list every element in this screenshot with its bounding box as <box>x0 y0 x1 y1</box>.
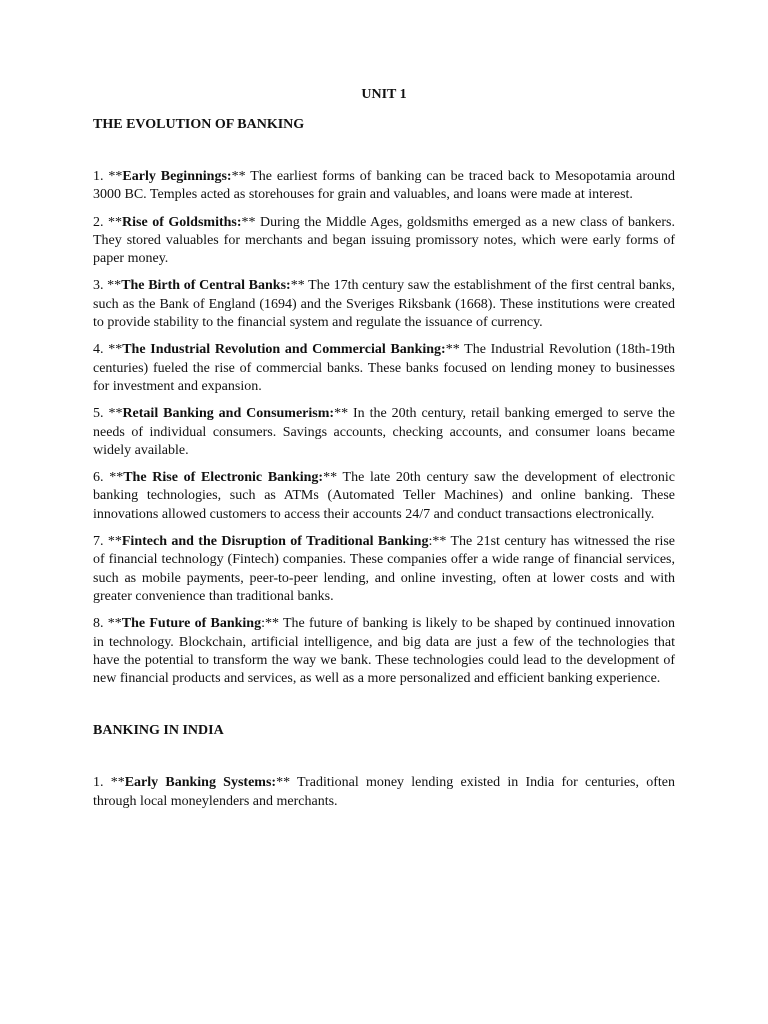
list-item <box>93 469 675 524</box>
item-body: In the 20th century, retail banking emerged to serve the needs of individual consumers. Savings accounts, checking accounts, and consumer loans became widely available. <box>93 406 675 458</box>
item-number: 7. <box>93 534 104 550</box>
unit-title: UNIT 1 <box>361 87 407 102</box>
item-suffix: ** <box>334 406 349 422</box>
evolution-list <box>93 168 675 688</box>
item-number: 6. <box>93 470 104 486</box>
item-body: The Industrial Revolution (18th-19th centuries) fueled the rise of commercial banks. These banks focused on lending money to businesses for investment and expansion. <box>93 342 676 394</box>
item-body: The future of banking is likely to be shaped by continued innovation in technology. Blockchain, artificial intelligence, and big data are just a few of the technologies that have the potential to transform the way we bank. These technologies could lead to the development of new financial products and services, as well as a more personalized and efficient banking experience. <box>93 616 676 687</box>
item-suffix: ** <box>276 775 291 791</box>
item-prefix: ** <box>103 616 122 632</box>
item-number: 4. <box>93 342 104 358</box>
item-suffix: :** <box>428 534 447 550</box>
list-item <box>93 214 675 269</box>
item-prefix: ** <box>103 278 122 294</box>
section-heading-india: BANKING IN INDIA <box>93 723 224 739</box>
item-number: 8. <box>93 616 104 632</box>
item-number: 1. <box>93 169 104 184</box>
item-title: Early Banking Systems: <box>124 775 277 791</box>
item-body: The late 20th century saw the development of electronic banking technologies, such as ATMs (Automated Teller Machines) and online banking. These innovations allowed customers to access their accounts 24/7 and conduct transactions electronically. <box>93 470 676 522</box>
item-suffix: ** <box>290 278 305 294</box>
document-page <box>93 86 675 820</box>
list-item <box>93 405 675 460</box>
list-item <box>93 168 675 205</box>
list-item <box>93 277 675 332</box>
list-item <box>93 533 675 606</box>
item-title: The Rise of Electronic Banking: <box>123 470 324 486</box>
item-body: During the Middle Ages, goldsmiths emerged as a new class of bankers. They stored valuables for merchants and began issuing promissory notes, which were early forms of paper money. <box>93 214 676 267</box>
item-title: Retail Banking and Consumerism: <box>122 406 335 422</box>
item-title: Fintech and the Disruption of Traditional Banking <box>121 534 429 550</box>
item-title: The Industrial Revolution and Commercial Banking: <box>122 342 446 358</box>
item-body: The 17th century saw the establishment of the first central banks, such as the Bank of England (1694) and the Sveriges Riksbank (1668). These institutions were created to provide stability to the financial system and regulate the issuance of currency. <box>93 278 675 331</box>
item-number: 5. <box>93 406 104 422</box>
item-body: The 21st century has witnessed the rise of financial technology (Fintech) companies. These companies offer a wide range of financial services, such as mobile payments, peer-to-peer lending, and online investing, often at lower costs and with greater convenience than traditional banks. <box>93 534 675 604</box>
item-body: The earliest forms of banking can be traced back to Mesopotamia around 3000 BC. Temples acted as storehouses for grain and valuables, and loans were made at interest. <box>93 169 675 203</box>
item-prefix: ** <box>103 470 124 486</box>
item-number: 3. <box>93 278 104 294</box>
item-prefix: ** <box>103 775 125 791</box>
item-title: The Birth of Central Banks: <box>121 278 291 294</box>
india-list <box>93 774 675 811</box>
item-prefix: ** <box>103 169 123 184</box>
list-item <box>93 774 675 811</box>
item-prefix: ** <box>103 342 123 358</box>
item-number: 1. <box>93 775 104 791</box>
item-prefix: ** <box>103 214 123 230</box>
list-item <box>93 615 675 688</box>
item-suffix: :** <box>261 616 279 632</box>
item-prefix: ** <box>103 534 122 550</box>
item-prefix: ** <box>103 406 123 422</box>
item-number: 2. <box>93 214 104 230</box>
section-heading-evolution: THE EVOLUTION OF BANKING <box>93 117 305 132</box>
item-title: The Future of Banking <box>121 616 262 632</box>
item-suffix: ** <box>323 470 338 486</box>
item-suffix: ** <box>241 214 256 230</box>
item-suffix: ** <box>231 169 246 184</box>
item-suffix: ** <box>445 342 460 358</box>
item-body: Traditional money lending existed in India for centuries, often through local moneylenders and merchants. <box>93 775 675 809</box>
item-title: Early Beginnings: <box>122 169 232 184</box>
list-item <box>93 341 675 396</box>
item-title: Rise of Goldsmiths: <box>122 214 242 230</box>
